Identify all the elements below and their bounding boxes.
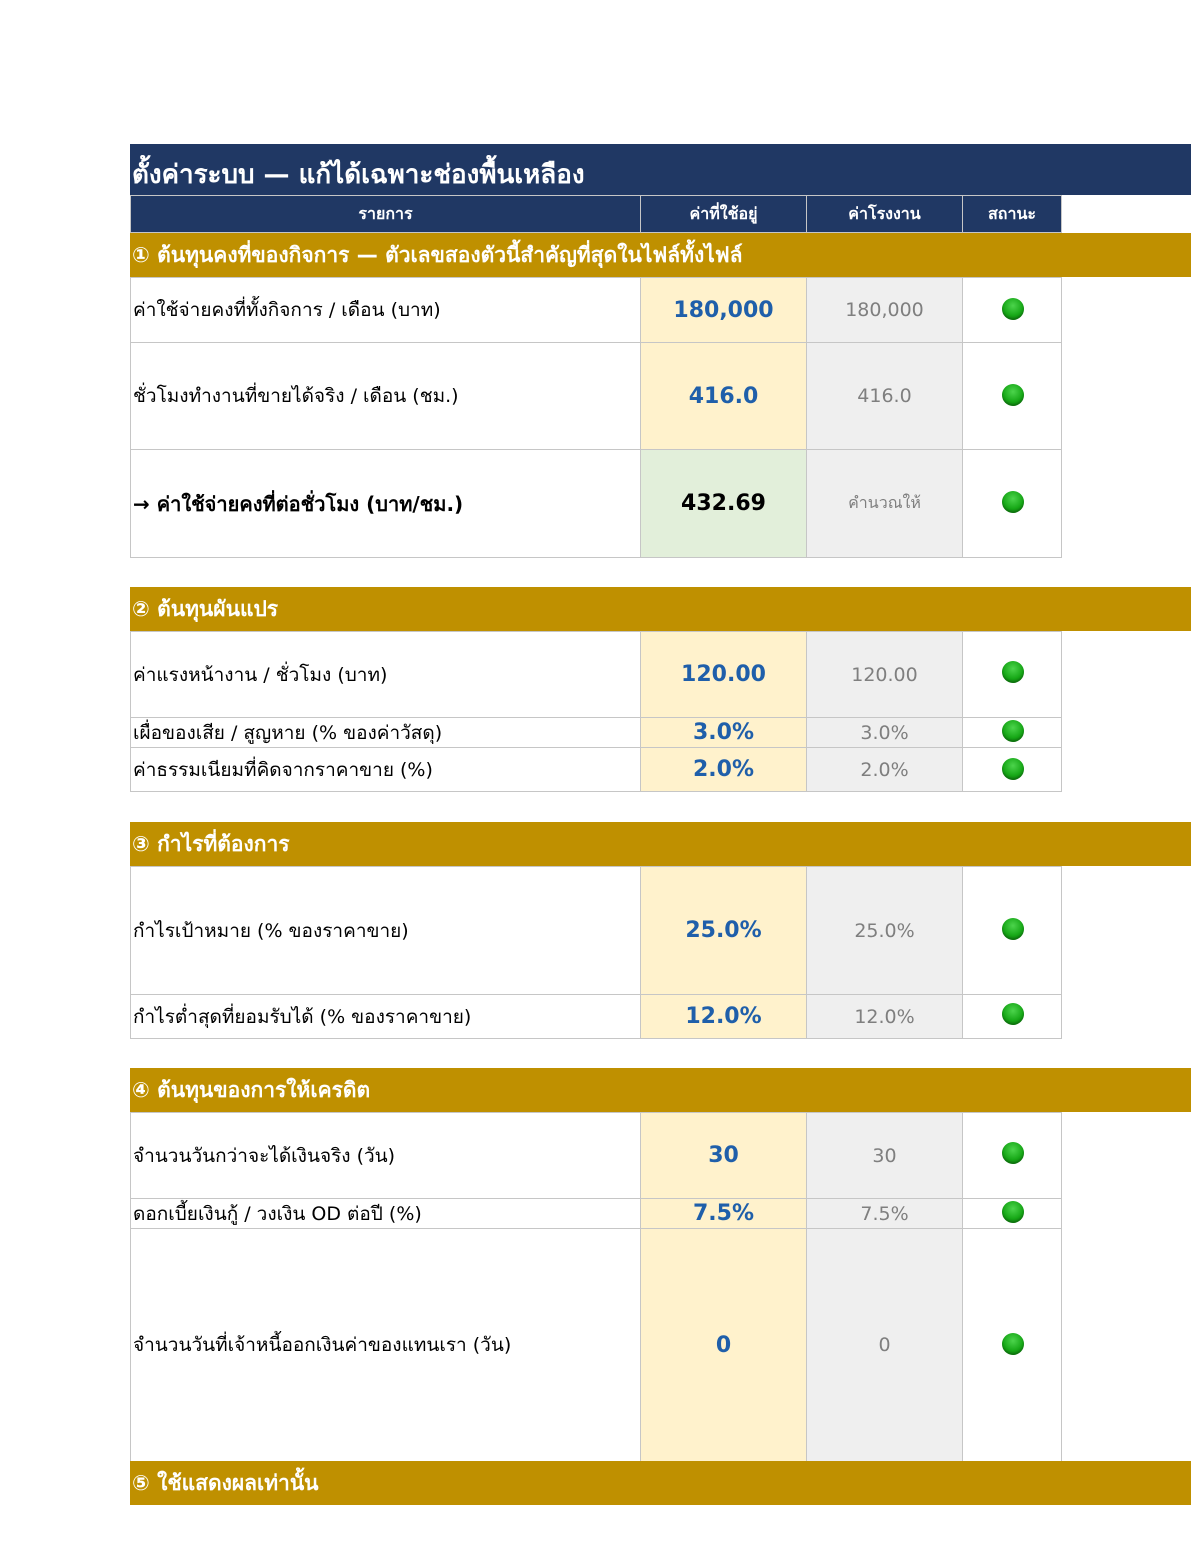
row-label: เผื่อของเสีย / สูญหาย (% ของค่าวัสดุ) xyxy=(130,717,641,748)
status-ok-icon xyxy=(1002,661,1024,683)
value-input[interactable]: 416.0 xyxy=(640,342,807,450)
title-bar xyxy=(130,144,1191,195)
value-input[interactable]: 12.0% xyxy=(640,994,807,1039)
factory-value: 2.0% xyxy=(806,747,963,792)
status-cell xyxy=(962,866,1062,995)
value-input[interactable]: 7.5% xyxy=(640,1198,807,1229)
factory-value: 25.0% xyxy=(806,866,963,995)
table-row xyxy=(130,342,1062,450)
table-row xyxy=(130,994,1062,1039)
status-cell xyxy=(962,717,1062,748)
status-ok-icon xyxy=(1002,1201,1024,1223)
row-label: ดอกเบี้ยเงินกู้ / วงเงิน OD ต่อปี (%) xyxy=(130,1198,641,1229)
value-input[interactable]: 3.0% xyxy=(640,717,807,748)
column-header-value: ค่าที่ใช้อยู่ xyxy=(640,195,807,233)
status-cell xyxy=(962,449,1062,558)
status-cell xyxy=(962,1198,1062,1229)
factory-value: 180,000 xyxy=(806,277,963,343)
status-cell xyxy=(962,277,1062,343)
factory-value: 120.00 xyxy=(806,631,963,718)
row-label: จำนวนวันกว่าจะได้เงินจริง (วัน) xyxy=(130,1112,641,1199)
status-cell xyxy=(962,1228,1062,1462)
status-ok-icon xyxy=(1002,1333,1024,1355)
section-profit: ③ กำไรที่ต้องการ xyxy=(130,822,1191,866)
status-ok-icon xyxy=(1002,720,1024,742)
factory-value: 30 xyxy=(806,1112,963,1199)
value-input[interactable]: 0 xyxy=(640,1228,807,1462)
table-row xyxy=(130,449,1062,558)
section-variable-costs: ② ต้นทุนผันแปร xyxy=(130,587,1191,631)
column-header-factory: ค่าโรงงาน xyxy=(806,195,963,233)
row-label: กำไรต่ำสุดที่ยอมรับได้ (% ของราคาขาย) xyxy=(130,994,641,1039)
table-row xyxy=(130,631,1062,718)
section-fixed-costs: ① ต้นทุนคงที่ของกิจการ — ตัวเลขสองตัวนี้สำคัญที่สุดในไฟล์ทั้งไฟล์ xyxy=(130,233,1191,277)
row-label: → ค่าใช้จ่ายคงที่ต่อชั่วโมง (บาท/ชม.) xyxy=(130,449,641,558)
row-label: ค่าแรงหน้างาน / ชั่วโมง (บาท) xyxy=(130,631,641,718)
status-cell xyxy=(962,631,1062,718)
status-cell xyxy=(962,1112,1062,1199)
row-label: ชั่วโมงทำงานที่ขายได้จริง / เดือน (ชม.) xyxy=(130,342,641,450)
column-header-status: สถานะ xyxy=(962,195,1062,233)
value-input[interactable]: 180,000 xyxy=(640,277,807,343)
factory-value: 416.0 xyxy=(806,342,963,450)
status-ok-icon xyxy=(1002,491,1024,513)
table-row xyxy=(130,1112,1062,1199)
value-input[interactable]: 120.00 xyxy=(640,631,807,718)
row-label: ค่าใช้จ่ายคงที่ทั้งกิจการ / เดือน (บาท) xyxy=(130,277,641,343)
factory-value: 3.0% xyxy=(806,717,963,748)
table-row xyxy=(130,277,1062,343)
row-label: กำไรเป้าหมาย (% ของราคาขาย) xyxy=(130,866,641,995)
factory-value: 0 xyxy=(806,1228,963,1462)
status-ok-icon xyxy=(1002,1142,1024,1164)
status-ok-icon xyxy=(1002,298,1024,320)
status-ok-icon xyxy=(1002,1003,1024,1025)
table-row xyxy=(130,717,1062,748)
status-ok-icon xyxy=(1002,384,1024,406)
table-row xyxy=(130,747,1062,792)
factory-value: คำนวณให้ xyxy=(806,449,963,558)
status-cell xyxy=(962,994,1062,1039)
page-title: ตั้งค่าระบบ — แก้ได้เฉพาะช่องพื้นเหลือง xyxy=(132,160,585,190)
factory-value: 12.0% xyxy=(806,994,963,1039)
calculated-value: 432.69 xyxy=(640,449,807,558)
section-display-only: ⑤ ใช้แสดงผลเท่านั้น xyxy=(130,1461,1191,1505)
table-row xyxy=(130,1228,1062,1462)
table-row xyxy=(130,866,1062,995)
table-row xyxy=(130,1198,1062,1229)
status-ok-icon xyxy=(1002,918,1024,940)
status-cell xyxy=(962,342,1062,450)
row-label: ค่าธรรมเนียมที่คิดจากราคาขาย (%) xyxy=(130,747,641,792)
row-label: จำนวนวันที่เจ้าหนี้ออกเงินค่าของแทนเรา (วัน) xyxy=(130,1228,641,1462)
column-header-item: รายการ xyxy=(130,195,641,233)
status-ok-icon xyxy=(1002,758,1024,780)
value-input[interactable]: 25.0% xyxy=(640,866,807,995)
factory-value: 7.5% xyxy=(806,1198,963,1229)
status-cell xyxy=(962,747,1062,792)
value-input[interactable]: 2.0% xyxy=(640,747,807,792)
value-input[interactable]: 30 xyxy=(640,1112,807,1199)
section-credit-costs: ④ ต้นทุนของการให้เครดิต xyxy=(130,1068,1191,1112)
